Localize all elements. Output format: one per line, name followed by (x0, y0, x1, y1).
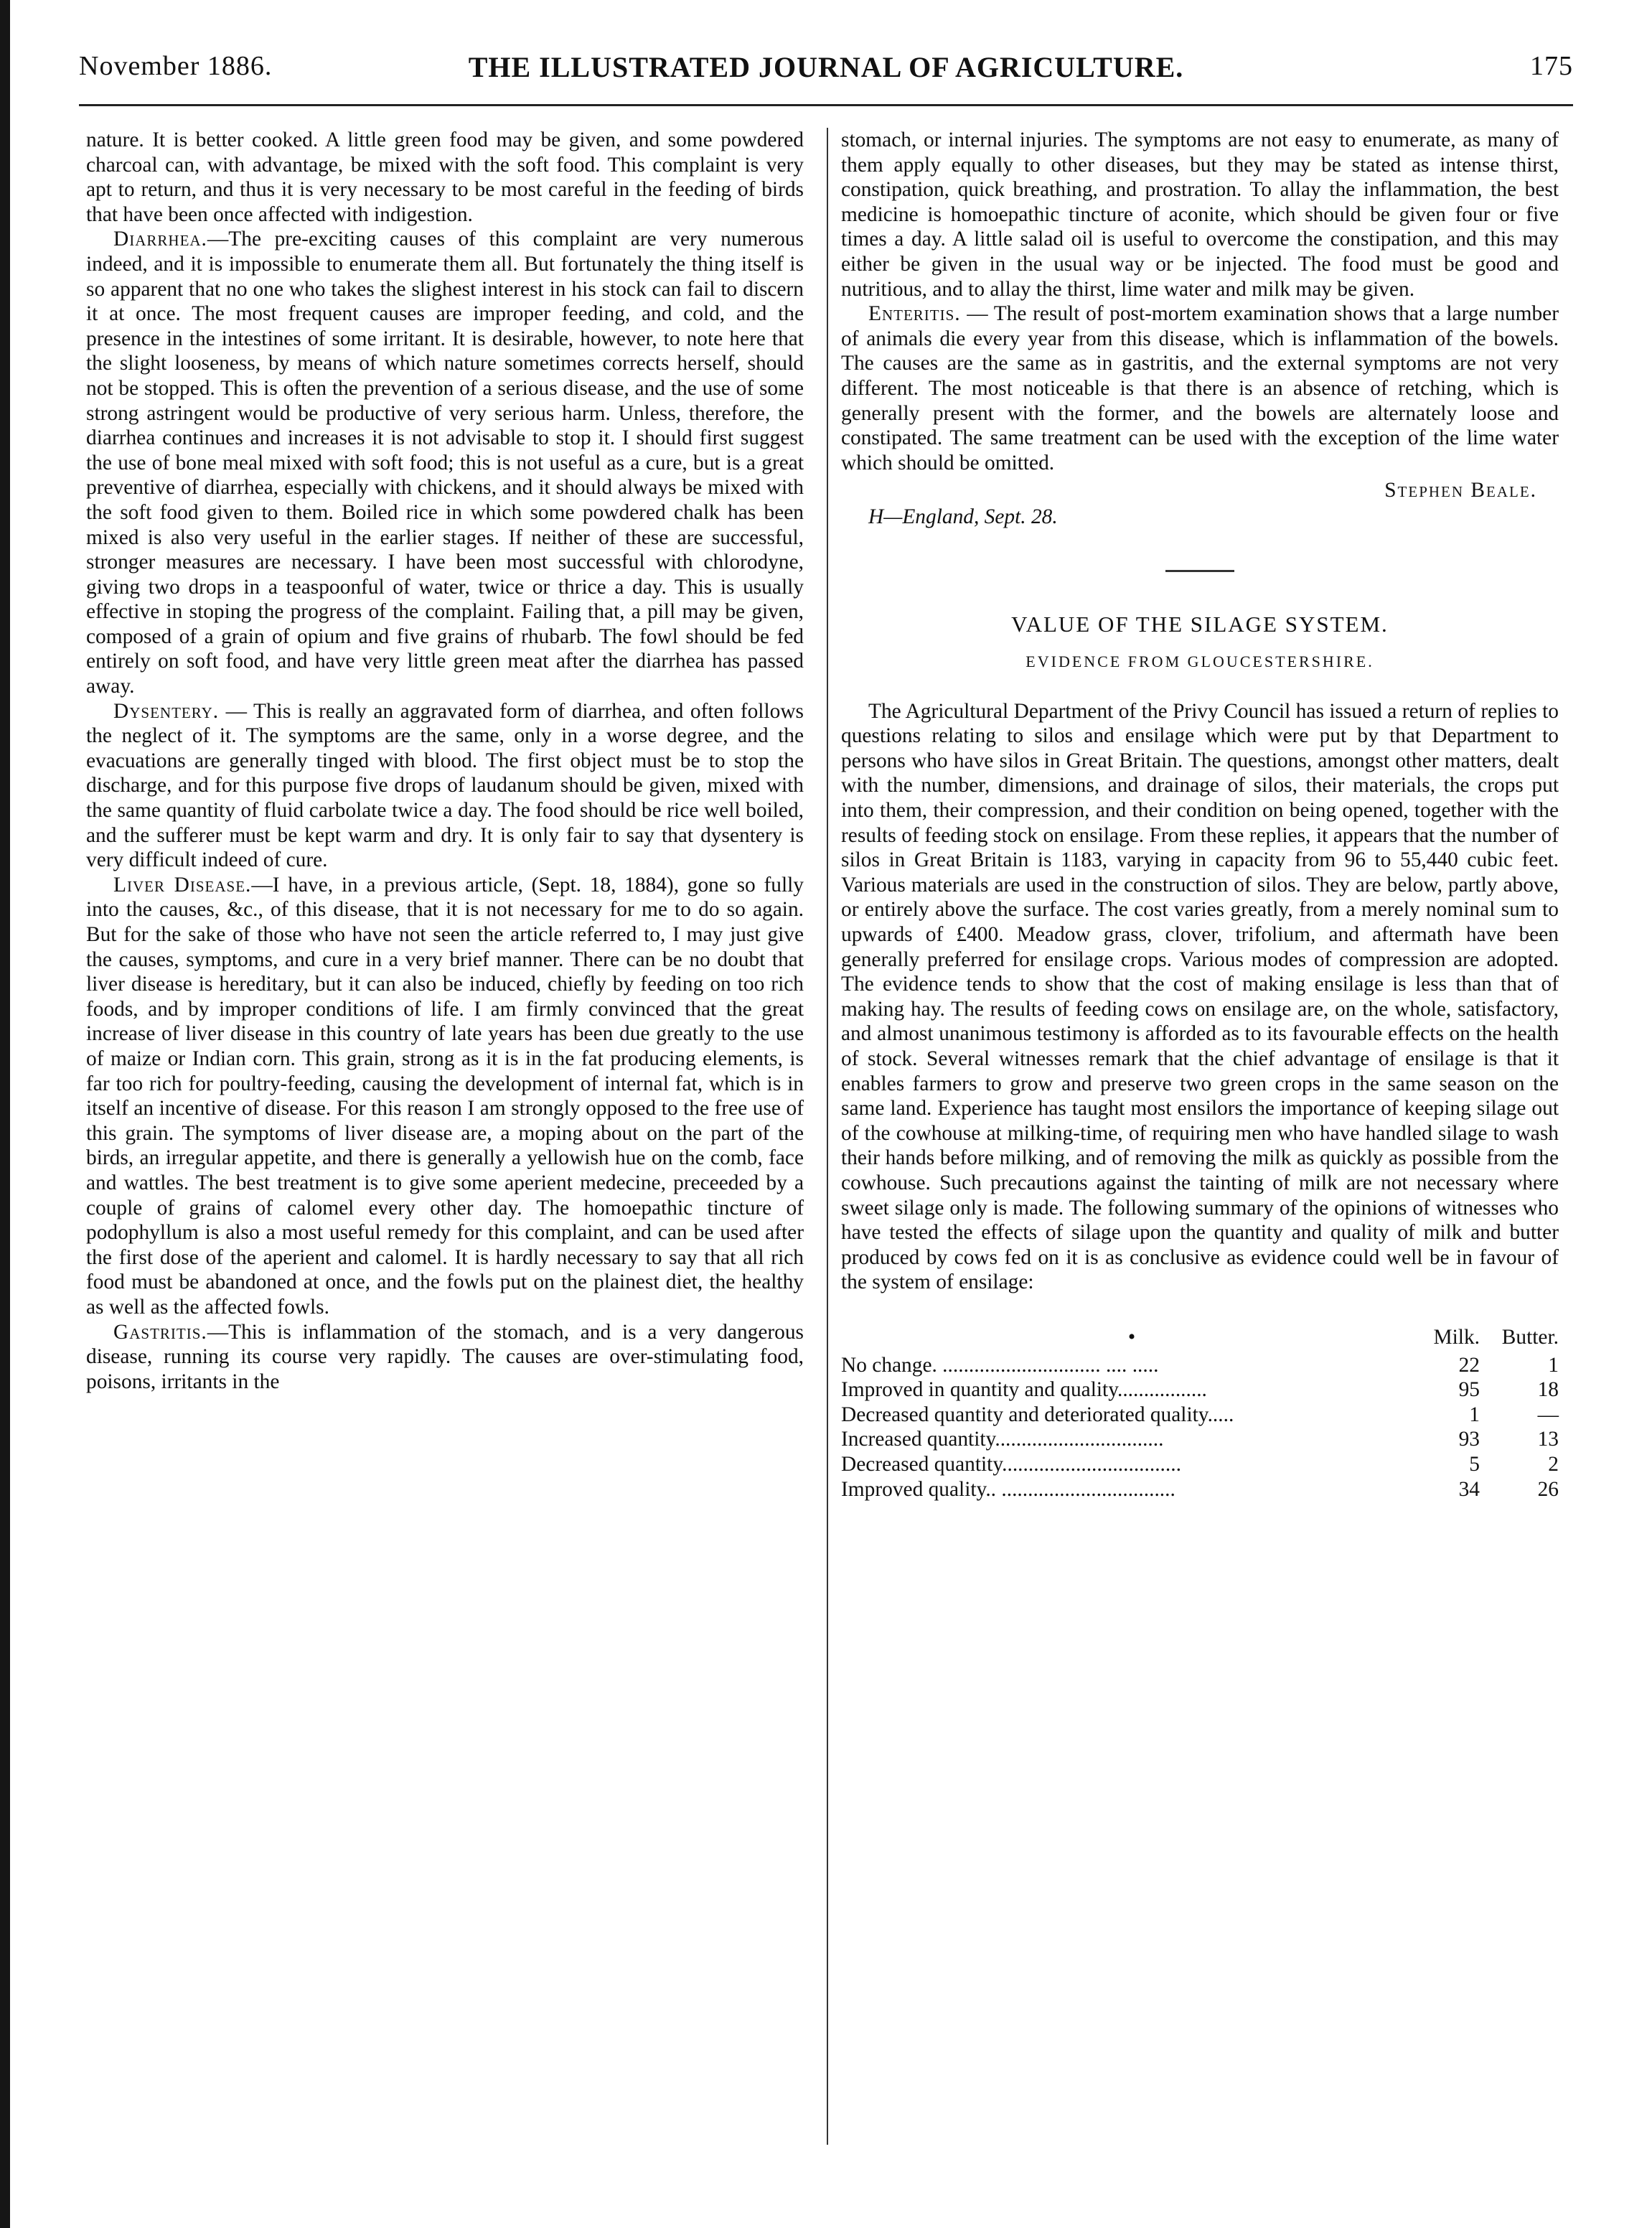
milk-value: 34 (1458, 1477, 1480, 1501)
author-name: Stephen Beale. (1384, 479, 1537, 502)
section-subtitle: EVIDENCE FROM GLOUCESTERSHIRE. (1026, 652, 1374, 671)
milk-value: 93 (1458, 1428, 1480, 1451)
milk-value: 95 (1458, 1378, 1480, 1402)
gastritis-paragraph (86, 1320, 804, 1395)
table-marker: • (1127, 1325, 1136, 1349)
butter-value: 26 (1537, 1477, 1559, 1501)
page-number: 175 (1530, 51, 1573, 81)
table-row (841, 1353, 1559, 1378)
dateline: H—England, Sept. 28. (868, 505, 1058, 528)
butter-value: 13 (1537, 1428, 1559, 1451)
left-column (86, 128, 804, 1394)
butter-value: 18 (1537, 1378, 1559, 1402)
milk-value: 22 (1458, 1353, 1480, 1377)
diarrhea-paragraph (86, 227, 804, 698)
table-row (841, 1452, 1559, 1477)
enteritis-heading: Enteritis. (868, 302, 961, 326)
enteritis-text: — The result of post-mortem examination shows that a large number of animals die every year from this disease, which is inflammation of the bowels. The causes are the same as in gastritis, and the external symptoms are not very different. The most noticeable is that there is an absence of retching, which is generally present with the former, and the bowels are alternately loose and constipated. The same treatment can be used with the exception of the lime water which should be omitted. (841, 302, 1559, 474)
liver-disease-text: —I have, in a previous article, (Sept. 18, 1884), gone so fully into the causes, &c., of this disease, that it is not necessary for me to do so again. But for the sake of those who have not seen the article referred to, I may just give the causes, symptoms, and cure in a very brief manner. There can be no doubt that liver disease is hereditary, but it can also be induced, chiefly by feeding on too rich foods, and by improper conditions of life. I am firmly convinced that the great increase of liver disease in this country of late years has been due greatly to the use of maize or Indian corn. This grain, strong as it is in the fat producing elements, is far too rich for poultry-feeding, causing the development of internal fat, which is in itself an incentive of disease. For this reason I am strongly opposed to the free use of this grain. The symptoms of liver disease are, a moping about on the part of the birds, an irregular appetite, and there is generally a yellowish hue on the comb, face and wattles. The best treatment is to give some aperient medecine, preceeded by a couple of grains of calomel every other day. The homoepathic tincture of podophyllum is also a most useful remedy for this complaint, and can be used after the first dose of the aperient and calomel. It is hardly necessary to say that all rich food must be abandoned at once, and the fowls put on the plainest diet, the healthy as well as the affected fowls. (86, 873, 804, 1319)
header-rule (79, 104, 1573, 106)
row-label: Increased quantity................................ (841, 1428, 1164, 1451)
liver-disease-heading: Liver Disease. (113, 873, 252, 897)
dysentery-paragraph (86, 699, 804, 873)
section-title: VALUE OF THE SILAGE SYSTEM. (1011, 611, 1389, 637)
table-row (841, 1427, 1559, 1452)
silage-paragraph: The Agricultural Department of the Privy Council has issued a return of replies to questions relating to silos and ensilage which were put by that Department to persons who have silos in Great Britain. The questions, amongst other matters, dealt with the number, dimensions, and drainage of silos, their materials, the crops put into them, their compression, and their condition on being opened, together with the results of feeding stock on ensilage. From these replies, it appears that the number of silos in Great Britain is 1183, varying in capacity from 96 to 55,440 cubic feet. Various materials are used in the construction of silos. They are below, partly above, or entirely above the surface. The cost varies greatly, from a merely nominal sum to upwards of £400. Meadow grass, clover, trifolium, and aftermath have been generally preferred for ensilage crops. Various modes of compression are adopted. The evidence tends to show that the cost of making ensilage is less than that of making hay. The results of feeding cows on ensilage are, on the whole, satisfactory, and almost unanimous testimony is afforded as to its favourable effects on the health of stock. Several witnesses remark that the chief advantage of ensilage is that it enables farmers to grow and preserve two green crops in the same season on the same land. Experience has taught most ensilors the importance of keeping silage out of the cowhouse at milking-time, of requiring men who have handled silage to wash their hands before milking, and of removing the milk as quickly as possible from the cowhouse. Such precautions against the tainting of milk are not necessary where sweet silage only is made. The following summary of the opinions of witnesses who have tested the effects of silage upon the quantity and quality of milk and butter produced by cows fed on it is as conclusive as evidence could well be in favour of the system of ensilage: (841, 699, 1559, 1294)
row-label: Improved in quantity and quality................. (841, 1378, 1207, 1402)
butter-value: 2 (1548, 1452, 1559, 1476)
diarrhea-text: —The pre-exciting causes of this complaint are very numerous indeed, and it is impossible to enumerate them all. But fortunately the thing itself is so apparent that no one who takes the slighest interest in his stock can fail to discern it at once. The most frequent causes are improper feeding, and cold, and the presence in the intestines of some irritant. It is desirable, however, to note here that the slight looseness, by means of which nature sometimes corrects herself, should not be stopped. This is often the prevention of a serious disease, and the use of some strong astringent would be productive of very serious harm. Unless, therefore, the diarrhea continues and increases it is not advisable to stop it. I should first suggest the use of bone meal mixed with soft food; this is not useful as a cure, but is a great preventive of diarrhea, especially with chickens, and it should always be mixed with the soft food given to them. Boiled rice in which some powdered chalk has been mixed is also very useful in the earlier stages. If neither of these are successful, stronger measures are necessary. I have been most successful with chlorodyne, giving two drops in a teaspoonful of water, twice or thrice a day. This is usually effective in stoping the progress of the complaint. Failing that, a pill may be given, composed of a grain of opium and five grains of rhubarb. The fowl should be fed entirely on soft food, and have very little green meat after the diarrhea has passed away. (86, 228, 804, 698)
journal-title: THE ILLUSTRATED JOURNAL OF AGRICULTURE. (468, 51, 1184, 83)
section-separator (1165, 570, 1234, 572)
silage-summary-table (841, 1325, 1559, 1502)
diarrhea-heading: Diarrhea. (113, 228, 207, 251)
enteritis-paragraph (841, 301, 1559, 475)
right-column (841, 128, 1559, 1502)
butter-value: 1 (1548, 1353, 1559, 1377)
table-row (841, 1477, 1559, 1502)
table-row (841, 1403, 1559, 1428)
indigestion-paragraph-end: nature. It is better cooked. A little green food may be given, and some powdered charcoal can, with advantage, be mixed with the soft food. This complaint is very apt to return, and thus it is very necessary to be most careful in the feeding of birds that have been once affected with indigestion. (86, 128, 804, 226)
row-label: Decreased quantity.................................. (841, 1452, 1181, 1476)
column-header-butter: Butter. (1501, 1325, 1559, 1349)
milk-value: 1 (1469, 1403, 1480, 1426)
table-header-row (841, 1325, 1559, 1353)
author-signature (841, 478, 1537, 503)
column-divider (827, 128, 828, 2145)
column-header-milk: Milk. (1433, 1325, 1480, 1349)
scan-edge-bar (0, 0, 10, 2228)
gastritis-heading: Gastritis. (113, 1320, 207, 1344)
gastritis-continuation: stomach, or internal injuries. The symptoms are not easy to enumerate, as many of them apply equally to other diseases, but they may be stated as intense thirst, constipation, quick breathing, and prostration. To allay the inflammation, the best medicine is homoepathic tincture of aconite, which should be given four or five times a day. A little salad oil is useful to overcome the constipation, and this may either be given in the usual way or be injected. The food must be good and nutritious, and to allay the thirst, lime water and milk may be given. (841, 128, 1559, 301)
milk-value: 5 (1469, 1452, 1480, 1476)
dysentery-text: — This is really an aggravated form of diarrhea, and often follows the neglect of it. The symptoms are the same, only in a worse degree, and the evacuations are generally tinged with blood. The first object must be to stop the discharge, and for this purpose five drops of laudanum should be given, mixed with the same quantity of fluid carbolate twice a day. The food should be rice well boiled, and the sufferer must be kept warm and dry. It is only fair to say that dysentery is very difficult indeed of cure. (86, 699, 804, 872)
row-label: Decreased quantity and deteriorated quality..... (841, 1403, 1234, 1426)
row-label: Improved quality.. ................................. (841, 1477, 1175, 1501)
butter-value: — (1537, 1403, 1559, 1426)
gastritis-text: —This is inflammation of the stomach, and is a very dangerous disease, running its course very rapidly. The causes are over-stimulating food, poisons, irritants in the (86, 1320, 804, 1393)
row-label: No change. .............................. .... ..... (841, 1353, 1159, 1377)
dysentery-heading: Dysentery. (113, 699, 220, 723)
page-header (79, 50, 1573, 93)
table-row (841, 1377, 1559, 1403)
liver-disease-paragraph (86, 873, 804, 1320)
header-date: November 1886. (79, 51, 273, 81)
